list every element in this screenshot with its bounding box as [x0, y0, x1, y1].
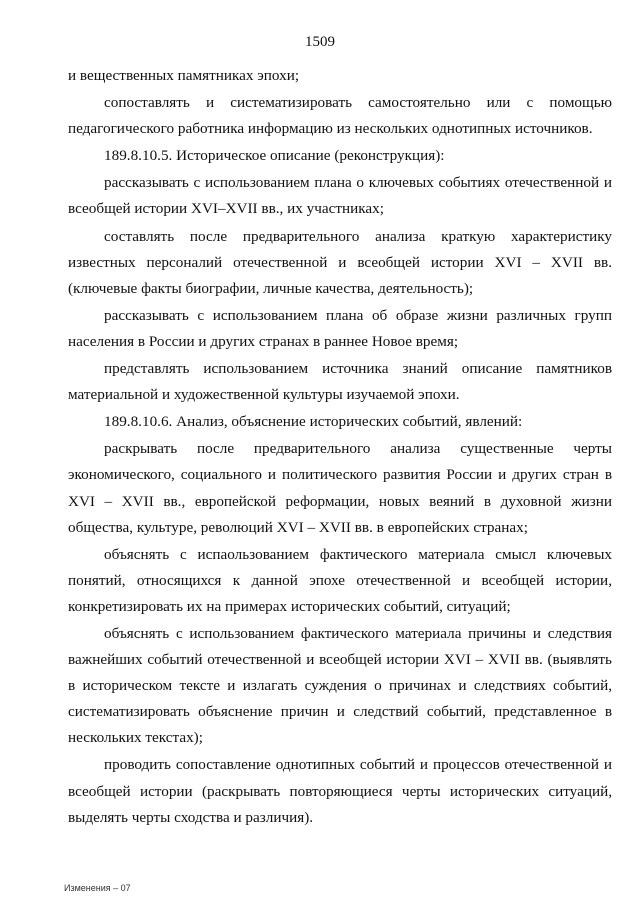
section-heading-189-8-10-6: 189.8.10.6. Анализ, объяснение исторических событий, явлений: — [104, 413, 523, 431]
section-heading-189-8-10-5: 189.8.10.5. Историческое описание (реконструкция): — [104, 147, 445, 165]
paragraph-7: раскрывать после предварительного анализа существенные черты экономического, социального и политического развития России и других стран в XVI – XVII вв., европейской реформации, новых веяний в духовной жизни общества, культуре, революций XVI – XVII вв. в европейских странах; — [68, 440, 612, 536]
paragraph-10: проводить сопоставление однотипных событий и процессов отечественной и всеобщей истории (раскрывать повторяющиеся черты исторических ситуаций, выделять черты сходства и различия). — [68, 756, 612, 826]
document-body — [68, 63, 612, 831]
page-number: 1509 — [305, 34, 335, 50]
paragraph-8: объяснять с испаользованием фактического материала смысл ключевых понятий, относящихся к данной эпохе отечественной и всеобщей истории, конкретизировать их на примерах исторических событий, ситуаций; — [68, 545, 612, 615]
paragraph-6: представлять использованием источника знаний описание памятников материальной и художественной культуры изучаемой эпохи. — [68, 360, 612, 404]
paragraph-9: объяснять с использованием фактического материала причины и следствия важнейших событий отечественной и всеобщей истории XVI – XVII вв. (выявлять в историческом тексте и излагать суждения о причинах и следствиях событий, систематизировать объяснение причин и следствий событий, представленное в нескольких текстах); — [68, 624, 612, 747]
footer-note: Изменения – 07 — [64, 883, 131, 893]
paragraph-2: сопоставлять и систематизировать самостоятельно или с помощью педагогического работника информацию из нескольких однотипных источников. — [68, 94, 612, 138]
paragraph-4: составлять после предварительного анализа краткую характеристику известных персоналий отечественной и всеобщей истории XVI – XVII вв. (ключевые факты биографии, личные качества, деятельность); — [68, 227, 612, 297]
paragraph-3: рассказывать с использованием плана о ключевых событиях отечественной и всеобщей истории XVI–XVII вв., их участниках; — [68, 174, 612, 218]
paragraph-5: рассказывать с использованием плана об образе жизни различных групп населения в России и других странах в раннее Новое время; — [68, 306, 612, 350]
paragraph-1: и вещественных памятниках эпохи; — [68, 67, 300, 84]
